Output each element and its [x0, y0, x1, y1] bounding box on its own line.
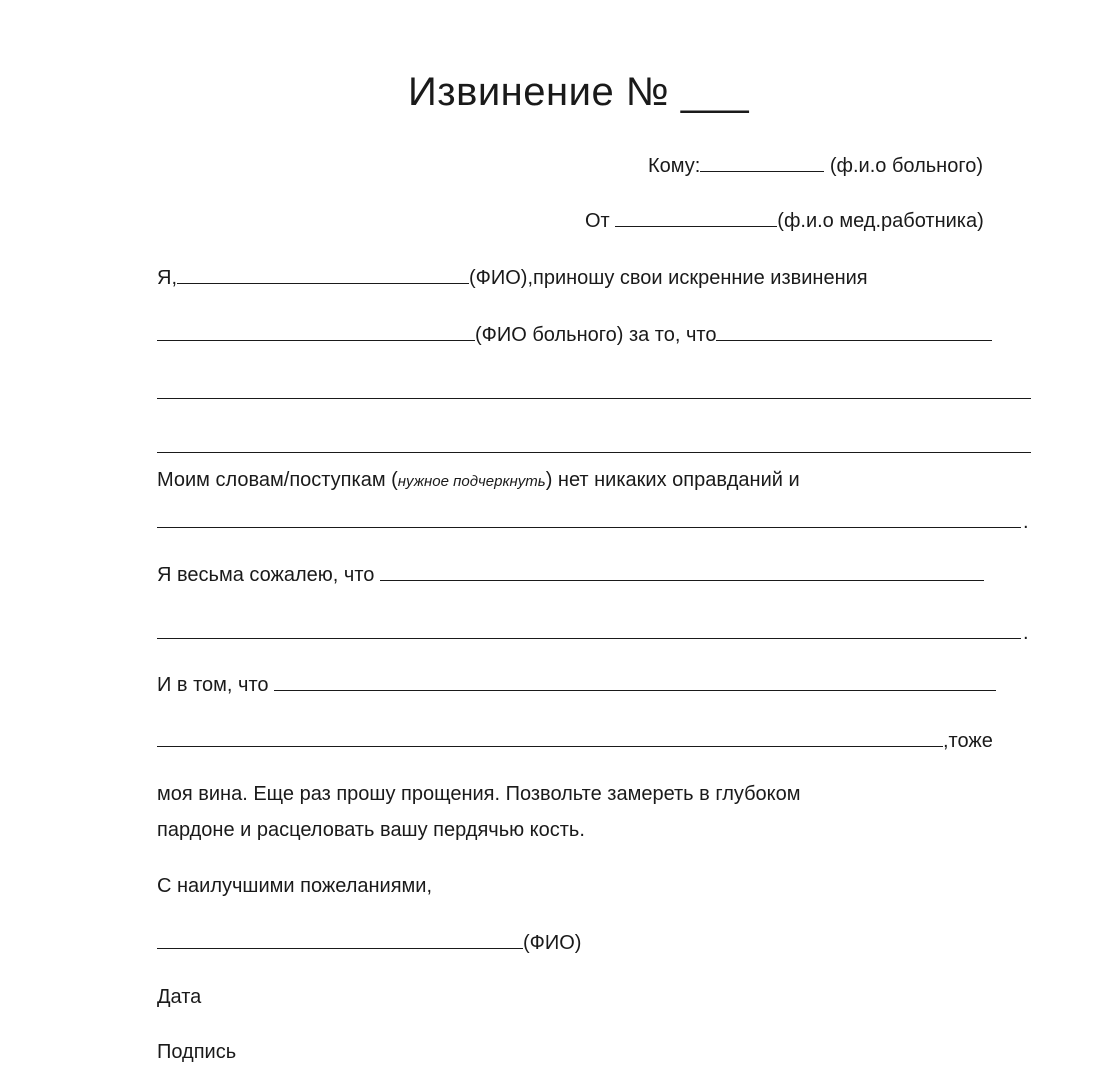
- underline-hint: нужное подчеркнуть: [397, 473, 546, 490]
- regret-line: [157, 562, 984, 587]
- sender-label: От: [585, 210, 610, 232]
- apology-text: приношу свои искренние извинения: [533, 267, 868, 289]
- no-excuse-blank[interactable]: [157, 527, 1021, 528]
- closing-text: С наилучшими пожеланиями,: [157, 875, 433, 897]
- no-excuse-text: Моим словам/поступкам (: [157, 469, 398, 491]
- regret-blank-2[interactable]: [157, 638, 1021, 639]
- no-excuse-line: [157, 468, 800, 494]
- guilt-line-1: моя вина. Еще раз прошу прощения. Позвольте замереть в глубоком: [157, 783, 801, 805]
- reason-blank-1[interactable]: [716, 322, 992, 341]
- apology-line-2: [157, 322, 992, 347]
- document-title: Извинение № ___: [408, 70, 750, 114]
- also-end-line: [157, 728, 993, 753]
- recipient-label: Кому:: [648, 155, 701, 177]
- sender-hint: (ф.и.о мед.работника): [777, 210, 984, 232]
- apologizer-name-blank[interactable]: [177, 265, 469, 284]
- signature-label: Подпись: [157, 1041, 237, 1063]
- apologizer-fio-hint: (ФИО),: [469, 267, 534, 289]
- no-excuse-dot: .: [1023, 511, 1029, 533]
- regret-blank-1[interactable]: [380, 562, 984, 581]
- reason-blank-3[interactable]: [157, 452, 1031, 453]
- also-line: [157, 672, 996, 697]
- regret-text: Я весьма сожалею, что: [157, 564, 375, 586]
- signer-line: [157, 930, 581, 955]
- sender-line: [585, 208, 984, 233]
- guilt-line-2: пардоне и расцеловать вашу пердячью кость.: [157, 819, 585, 841]
- regret-dot: .: [1023, 622, 1029, 644]
- also-text: И в том, что: [157, 674, 269, 696]
- reason-blank-2[interactable]: [157, 398, 1031, 399]
- patient-fio-hint: (ФИО больного) за то, что: [475, 324, 717, 346]
- sender-blank[interactable]: [615, 208, 777, 227]
- apology-line-1: [157, 265, 868, 290]
- also-blank-2[interactable]: [157, 728, 943, 747]
- apologizer-prefix: Я,: [157, 267, 177, 289]
- date-label: Дата: [157, 986, 202, 1008]
- signer-name-blank[interactable]: [157, 930, 523, 949]
- also-blank-1[interactable]: [274, 672, 996, 691]
- recipient-line: [648, 153, 983, 178]
- also-end-text: ,тоже: [943, 730, 993, 752]
- signer-fio-hint: (ФИО): [523, 932, 582, 954]
- recipient-blank[interactable]: [700, 153, 824, 172]
- recipient-hint: (ф.и.о больного): [829, 155, 983, 177]
- patient-name-blank[interactable]: [157, 322, 475, 341]
- no-excuse-end: ) нет никаких оправданий и: [545, 469, 800, 491]
